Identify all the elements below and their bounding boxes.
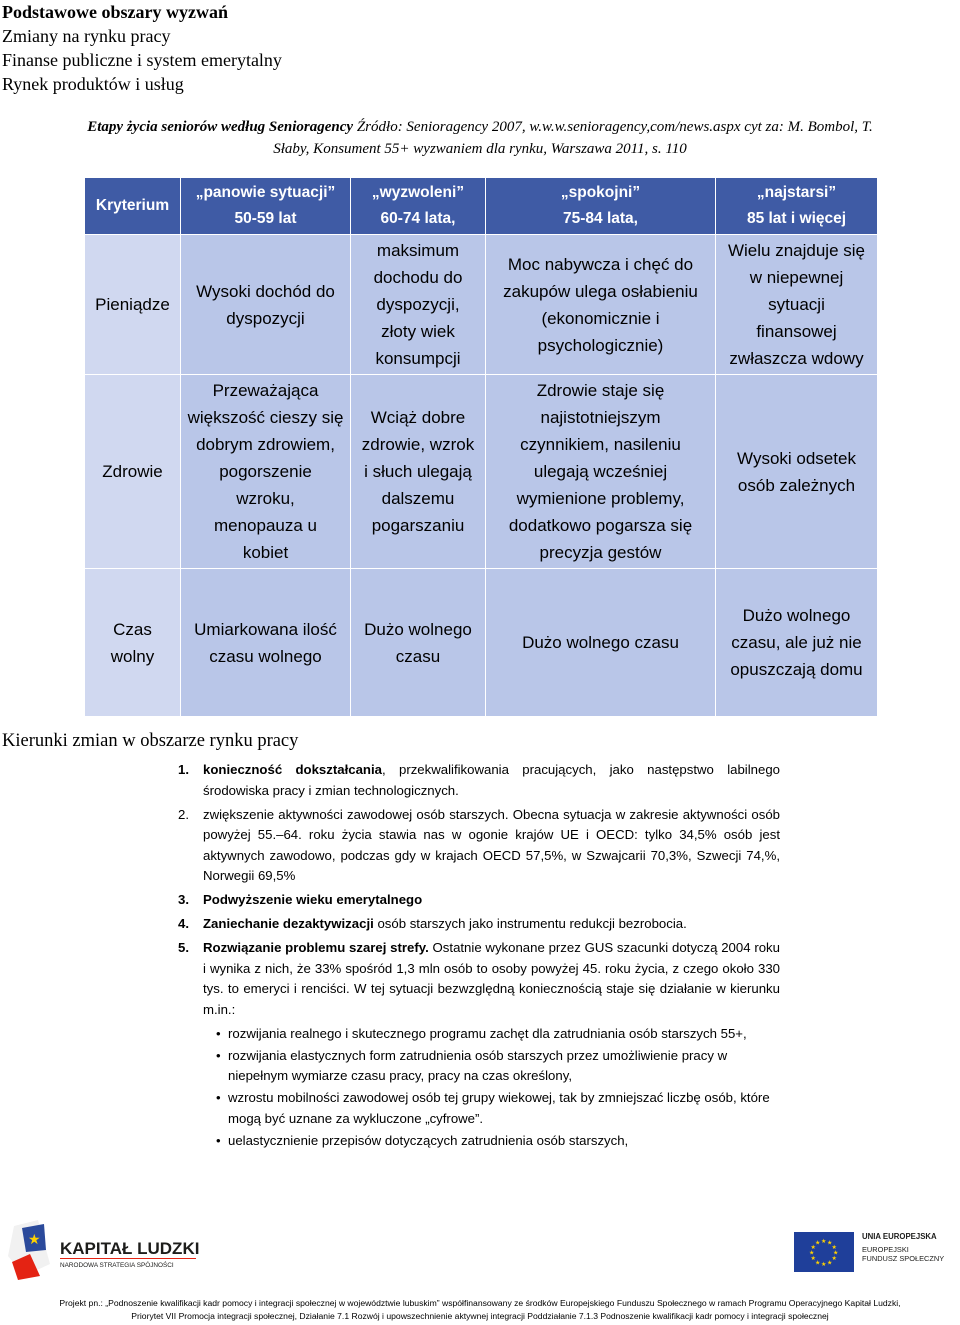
footer [0,1297,960,1323]
table-cell: Wysoki dochód do dyspozycji [181,235,351,375]
list-item [178,805,780,887]
logo-subtitle: NARODOWA STRATEGIA SPÓJNOŚCI [60,1262,174,1269]
svg-text:★: ★ [821,1238,827,1245]
svg-text:★: ★ [831,1255,837,1262]
heading-item: Finanse publiczne i system emerytalny [2,50,282,70]
section-title: Kierunki zmian w obszarze rynku pracy [2,731,299,751]
item-text: zwiększenie aktywności zawodowej osób starszych. Obecna sytuacja w zakresie aktywności osób powyżej 55.–64. roku życia stawia nas w ogonie krajów UE i OECD: tylko 34,5% osób jest aktywnych zawodowo, podczas gdy w krajach OECD 57,5%, w Szwajcarii 70,3%, Szwecji 74,%, Norwegii 69,5% [203,806,780,883]
caption-title: Etapy życia seniorów według Senioragency [87,119,354,135]
table-row [85,235,878,375]
svg-text:★: ★ [831,1244,837,1251]
directions-list [178,760,780,1153]
item-number: 5. [178,940,189,955]
item-text: osób starszych jako instrumentu redukcji bezrobocia. [373,916,687,931]
heading-item: Zmiany na rynku pracy [2,26,171,46]
item-bold-text: Rozwiązanie problemu szarej strefy. [203,940,429,955]
row-header-cell: Czas wolny [85,569,181,717]
item-number: 4. [178,916,189,931]
list-item [178,890,780,911]
list-item [178,938,780,1020]
eu-line3: FUNDUSZ SPOŁECZNY [862,1254,945,1263]
kapital-ludzki-logo [4,1218,204,1282]
table-row [85,569,878,717]
bullet-icon: • [216,1047,221,1063]
item-bold-text: Zaniechanie dezaktywizacji [203,916,374,931]
header-cell: „panowie sytuacji” 50-59 lat [181,178,351,235]
eu-line2: EUROPEJSKI [862,1245,909,1254]
heading-item: Rynek produktów i usług [2,74,184,94]
caption-source-cont: Słaby, Konsument 55+ wyzwaniem dla rynku, Warszawa 2011, s. 110 [273,141,687,157]
bullet-text: wzrostu mobilności zawodowej osób tej grupy wiekowej, tak by zmniejszać liczbę osób, które mogą być uznane za wykluczone „cyfrowe”. [228,1090,770,1126]
life-stages-table [84,177,878,717]
item-number: 2. [178,806,189,822]
item-number: 3. [178,892,189,907]
header-cell: „najstarsi” 85 lat i więcej [716,178,878,235]
star-icon: ★ [28,1232,41,1248]
table-cell: Wysoki odsetek osób zależnych [716,375,878,569]
table-row [85,375,878,569]
svg-text:★: ★ [827,1239,833,1247]
eu-line1: UNIA EUROPEJSKA [862,1232,937,1241]
bullet-text: uelastycznienie przepisów dotyczących zatrudnienia osób starszych, [228,1132,629,1148]
eu-logo [794,1226,956,1272]
table-cell: Przeważająca większość cieszy się dobrym zdrowiem, pogorszenie wzroku, menopauza u kobiet [181,375,351,569]
item-bold-text: Podwyższenie wieku emerytalnego [203,892,423,907]
svg-text:★: ★ [815,1259,821,1267]
bullet-text: rozwijania elastycznych form zatrudnienia osób starszych przez umożliwienie pracy w niepełnym wymiarze czasu pracy, pracy na czas określony, [228,1047,728,1083]
item-number: 1. [178,762,189,777]
header-cell: „wyzwoleni” 60-74 lata, [351,178,486,235]
bullet-item [216,1046,780,1087]
table-cell: Dużo wolnego czasu [351,569,486,717]
table-cell: Zdrowie staje się najistotniejszym czynnikiem, nasileniu ulegają wcześniej wymienione problemy, dodatkowo pogarsza się precyzja gestów [486,375,716,569]
caption-source: Źródło: Senioragency 2007, w.w.w.senioragency,com/news.aspx cyt za: M. Bombol, T. [353,119,873,135]
table-cell: Dużo wolnego czasu [486,569,716,717]
bullet-item [216,1024,780,1045]
table-caption [0,116,960,160]
header-cell: Kryterium [85,178,181,235]
bullet-item [216,1088,780,1129]
table-cell: Dużo wolnego czasu, ale już nie opuszczają domu [716,569,878,717]
table-cell: maksimum dochodu do dyspozycji, złoty wiek konsumpcji [351,235,486,375]
item-text: Ostatnie wykonane przez GUS szacunki dotyczą 2004 roku i wynika z nich, że 33% spośród 1,3 mln osób to osoby powyżej 45. roku życia, z czego około 330 tys. to emeryci i renciści. W tej sytuacji bezwzględną koniecznością staje się działanie w kierunku m.in.: [203,940,780,1017]
bullet-item [216,1131,780,1152]
footer-line: Projekt pn.: „Podnoszenie kwalifikacji kadr pomocy i integracji społecznej w województwie lubuskim” współfinansowany ze środków Europejskiego Funduszu Społecznego w ramach Programu Operacyjnego Kapitał Ludzki, [59,1298,901,1308]
svg-text:★: ★ [827,1259,833,1267]
svg-text:★: ★ [833,1249,839,1257]
row-header-cell: Zdrowie [85,375,181,569]
bullet-icon: • [216,1090,221,1105]
bullet-list [216,1024,780,1152]
logo-title: KAPITAŁ LUDZKI [60,1239,200,1258]
bullet-icon: • [216,1132,221,1148]
svg-text:★: ★ [810,1255,816,1262]
row-header-cell: Pieniądze [85,235,181,375]
svg-text:★: ★ [821,1261,827,1268]
svg-text:★: ★ [809,1249,815,1257]
header-cell: „spokojni” 75-84 lata, [486,178,716,235]
svg-text:★: ★ [810,1244,816,1251]
list-item [178,760,780,801]
main-heading: Podstawowe obszary wyzwań [2,2,228,22]
table-cell: Wielu znajduje się w niepewnej sytuacji finansowej zwłaszcza wdowy [716,235,878,375]
bullet-icon: • [216,1025,221,1041]
footer-line: Priorytet VII Promocja integracji społecznej, Działanie 7.1 Rozwój i upowszechnienie aktywnej integracji Poddziałanie 7.1.3 Podnoszenie kwalifikacji kadr pomocy i integracji społecznej [131,1311,829,1321]
list-item [178,914,780,935]
table-cell: Umiarkowana ilość czasu wolnego [181,569,351,717]
table-cell: Moc nabywcza i chęć do zakupów ulega osłabieniu (ekonomicznie i psychologicznie) [486,235,716,375]
bullet-text: rozwijania realnego i skutecznego programu zachęt dla zatrudniania osób starszych 55+, [228,1025,747,1041]
svg-text:★: ★ [815,1239,821,1247]
table-cell: Wciąż dobre zdrowie, wzrok i słuch ulegają dalszemu pogarszaniu [351,375,486,569]
heading-block [2,0,282,96]
item-text: , przekwalifikowania pracujących, jako następstwo labilnego środowiska pracy i zmian technologicznych. [203,762,780,798]
table-header-row [85,178,878,235]
item-bold-text: konieczność dokształcania [203,762,382,777]
logo-divider [60,1258,196,1259]
